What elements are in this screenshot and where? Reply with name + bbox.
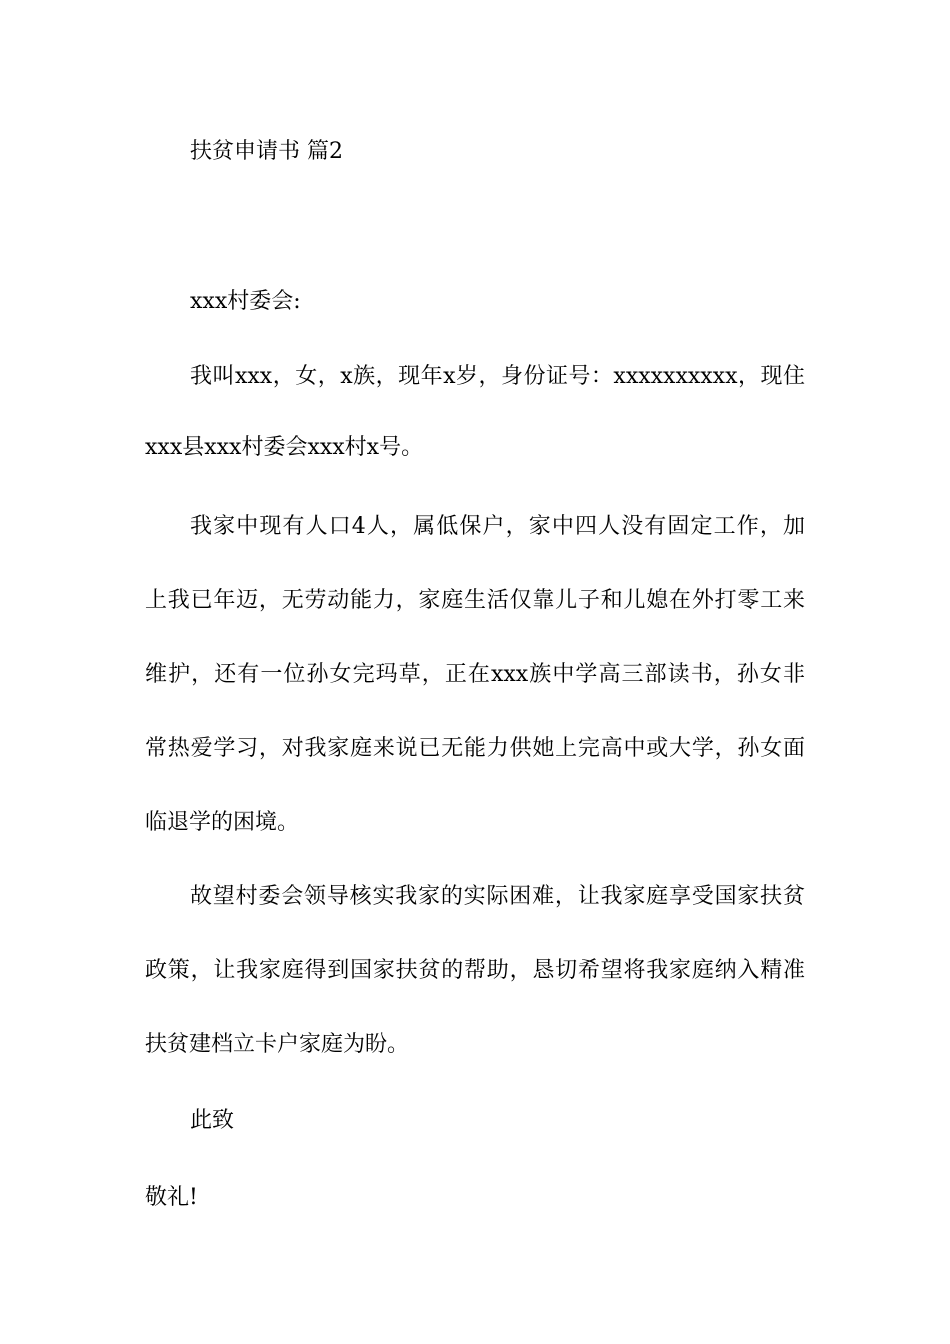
closing: 此致 [190, 1108, 235, 1133]
paragraph-1-line-1: 我叫xxx，女，x族，现年x岁，身份证号：xxxxxxxxxx，现住 [190, 364, 805, 389]
paragraph-1-line-2: xxx县xxx村委会xxx村x号。 [145, 435, 424, 460]
regards: 敬礼! [145, 1185, 198, 1210]
paragraph-2-line-2: 上我已年迈，无劳动能力，家庭生活仅靠儿子和儿媳在外打零工来 [145, 588, 805, 613]
paragraph-2-line-3: 维护，还有一位孙女完玛草，正在xxx族中学高三部读书，孙女非 [145, 662, 805, 687]
salutation: xxx村委会: [190, 289, 301, 314]
paragraph-2-line-1: 我家中现有人口4人，属低保户，家中四人没有固定工作，加 [190, 514, 805, 539]
paragraph-3-line-2: 政策，让我家庭得到国家扶贫的帮助，恳切希望将我家庭纳入精准 [145, 958, 805, 983]
paragraph-2-line-4: 常热爱学习，对我家庭来说已无能力供她上完高中或大学，孙女面 [145, 736, 805, 761]
paragraph-3-line-1: 故望村委会领导核实我家的实际困难，让我家庭享受国家扶贫 [190, 884, 805, 909]
paragraph-2-line-5: 临退学的困境。 [145, 810, 300, 835]
document-title: 扶贫申请书 篇2 [190, 139, 343, 164]
paragraph-3-line-3: 扶贫建档立卡户家庭为盼。 [145, 1032, 410, 1057]
